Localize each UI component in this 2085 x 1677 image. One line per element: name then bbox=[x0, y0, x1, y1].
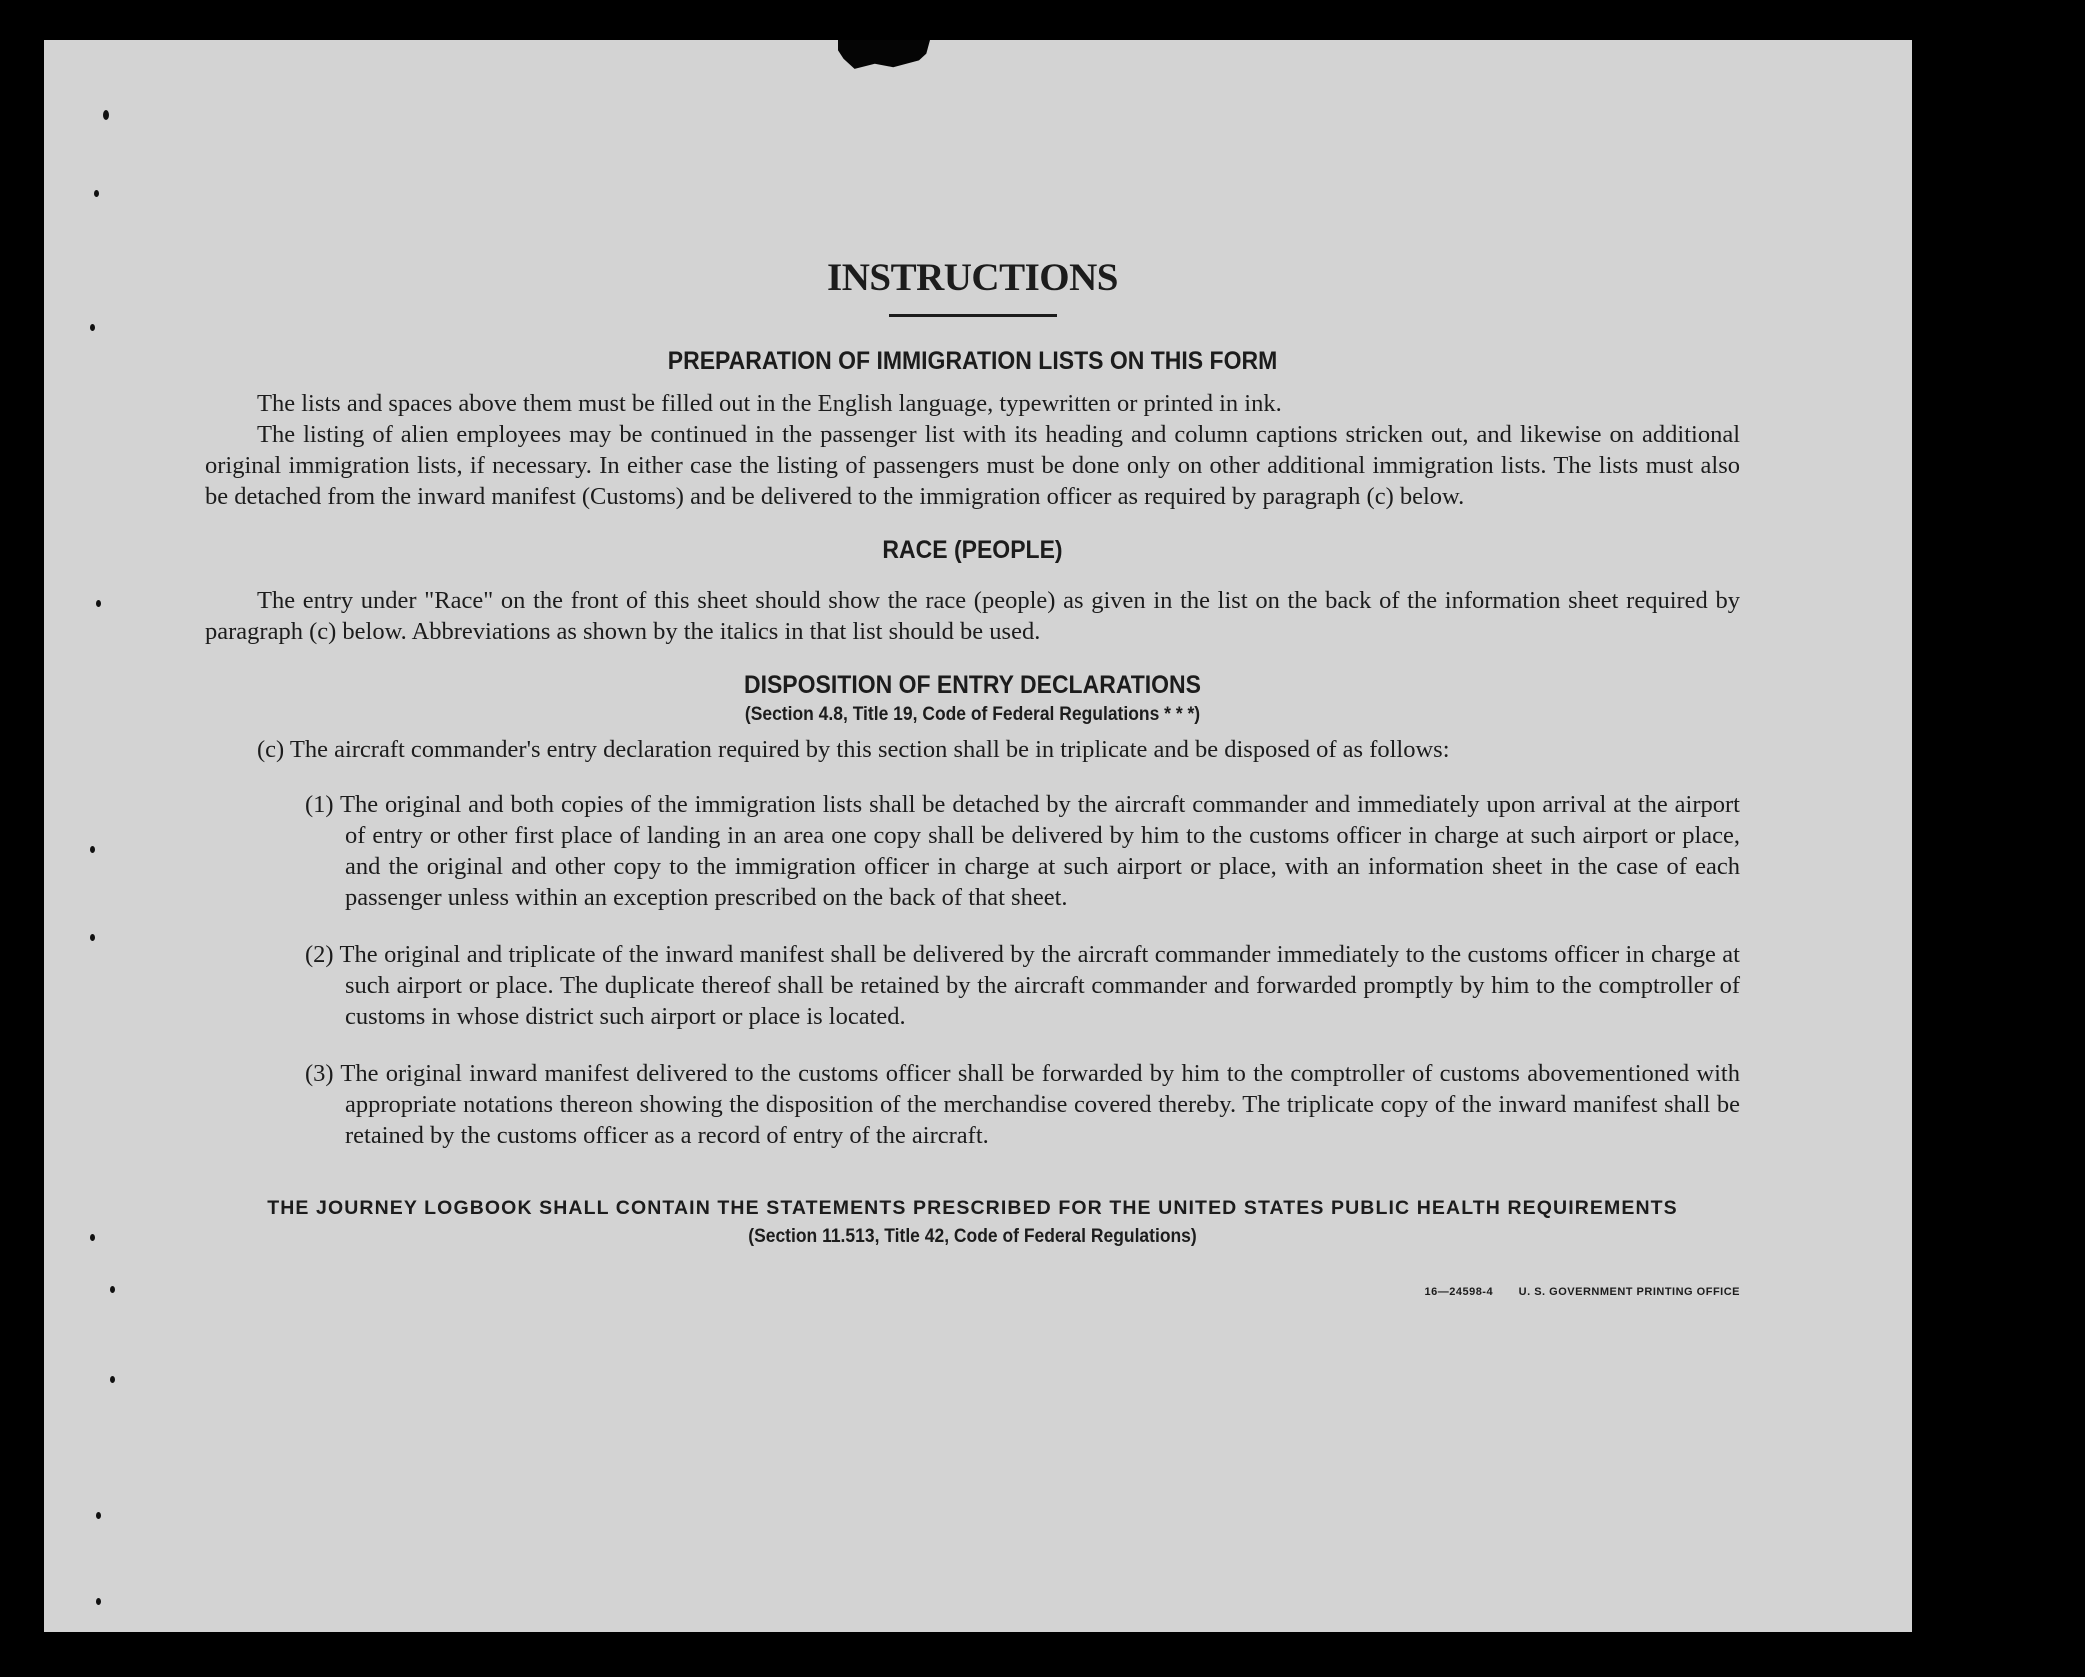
disposition-item-1: (1) The original and both copies of the immigration lists shall be detached by the aircraft commander and immediately upon arrival at the airport of entry or other first place of landing in an area one copy shall be delivered by him to the customs officer in charge at such airport or place, and the original and other copy to the immigration officer in charge at such airport or place, with an information sheet in the case of each passenger unless within an exception prescribed on the back of that sheet. bbox=[305, 791, 1740, 911]
preparation-heading: PREPARATION OF IMMIGRATION LISTS ON THIS FORM bbox=[667, 347, 1278, 375]
disposition-reference: (Section 4.8, Title 19, Code of Federal Regulations * * *) bbox=[744, 704, 1201, 725]
printer-name: U. S. GOVERNMENT PRINTING OFFICE bbox=[1518, 1286, 1740, 1298]
preparation-paragraph-2: The listing of alien employees may be continued in the passenger list with its heading and column captions stricken out, and likewise on additional original immigration lists, if necessary. In either case the listing of passengers must be done only on other additional immigration lists. The lists must also be detached from the inward manifest (Customs) and be delivered to the immigration officer as required by paragraph (c) below. bbox=[205, 421, 1740, 510]
margin-mark bbox=[90, 1234, 95, 1241]
race-paragraph: The entry under "Race" on the front of this sheet should show the race (people) as given in the list on the back of the information sheet required by paragraph (c) below. Abbreviations as shown by the italics in that list should be used. bbox=[205, 587, 1740, 645]
disposition-intro: (c) The aircraft commander's entry declaration required by this section shall be in triplicate and be disposed of as follows: bbox=[257, 736, 1450, 763]
margin-mark bbox=[96, 600, 101, 607]
margin-mark bbox=[110, 1376, 115, 1383]
printer-imprint bbox=[1402, 1286, 1740, 1298]
logbook-statement: THE JOURNEY LOGBOOK SHALL CONTAIN THE STATEMENTS PRESCRIBED FOR THE UNITED STATES PUBLIC HEALTH REQUIREMENTS bbox=[267, 1197, 1678, 1219]
margin-mark bbox=[94, 190, 99, 197]
margin-mark bbox=[103, 110, 109, 120]
margin-mark bbox=[90, 934, 95, 941]
logbook-reference: (Section 11.513, Title 42, Code of Federal Regulations) bbox=[748, 1226, 1197, 1247]
disposition-heading: DISPOSITION OF ENTRY DECLARATIONS bbox=[743, 671, 1202, 699]
instructions-content bbox=[205, 255, 1740, 1298]
margin-mark bbox=[90, 846, 95, 853]
margin-mark bbox=[96, 1598, 101, 1605]
title-underline bbox=[889, 314, 1057, 317]
preparation-paragraph-1: The lists and spaces above them must be filled out in the English language, typewritten or printed in ink. bbox=[257, 390, 1282, 417]
disposition-item-3: (3) The original inward manifest delivered to the customs officer shall be forwarded by him to the comptroller of customs abovementioned with appropriate notations thereon showing the disposition of the merchandise covered thereby. The triplicate copy of the inward manifest shall be retained by the customs officer as a record of entry of the aircraft. bbox=[305, 1060, 1740, 1149]
page-title: INSTRUCTIONS bbox=[827, 256, 1118, 299]
race-heading: RACE (PEOPLE) bbox=[882, 536, 1063, 564]
margin-mark bbox=[110, 1286, 115, 1293]
disposition-item-2: (2) The original and triplicate of the inward manifest shall be delivered by the aircraft commander immediately to the customs officer in charge at such airport or place. The duplicate thereof shall be retained by the aircraft commander and forwarded promptly by him to the comptroller of customs in whose district such airport or place is located. bbox=[305, 941, 1740, 1030]
margin-mark bbox=[96, 1512, 101, 1519]
margin-mark bbox=[90, 324, 95, 331]
form-number: 16—24598-4 bbox=[1424, 1286, 1494, 1298]
